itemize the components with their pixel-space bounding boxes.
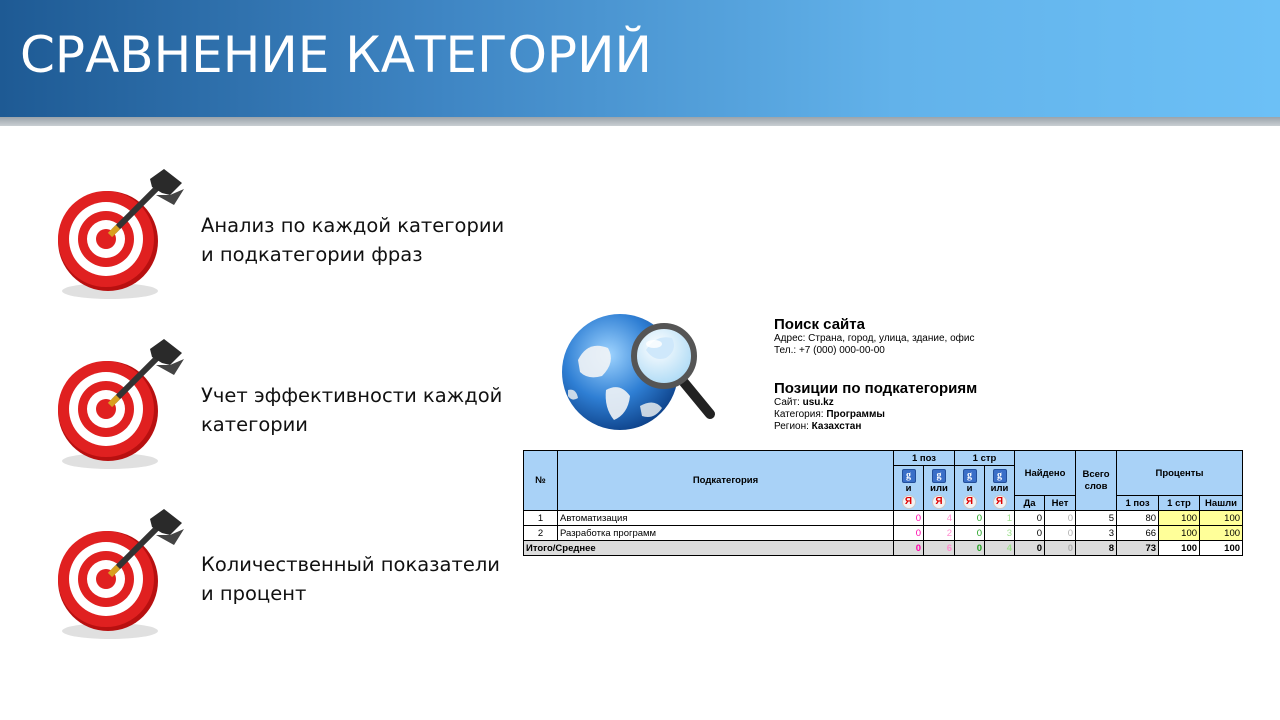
header-pct-pos1: 1 поз — [1117, 496, 1159, 511]
cell-subcategory: Разработка программ — [558, 526, 894, 541]
cell-no: 0 — [1045, 526, 1076, 541]
cell-total-label: Итого/Среднее — [524, 541, 894, 556]
globe-magnifier-icon — [558, 310, 720, 434]
google-icon: g — [932, 469, 946, 483]
header-page1-and — [955, 466, 985, 511]
cell-num: 1 — [524, 511, 558, 526]
cell-total: 3 — [1076, 526, 1117, 541]
region-line — [774, 421, 977, 433]
dart-target-icon — [52, 165, 192, 305]
op-and-label: и — [966, 482, 973, 494]
cell-page1-or: 4 — [985, 541, 1015, 556]
cell-total: 8 — [1076, 541, 1117, 556]
header-pos1-or — [924, 466, 955, 511]
table-total-row — [524, 541, 1243, 556]
header-yes: Да — [1015, 496, 1045, 511]
cell-pct-pos1: 73 — [1117, 541, 1159, 556]
cell-pct-found: 100 — [1200, 511, 1243, 526]
cell-pos1-and: 0 — [894, 526, 924, 541]
cell-pct-page1: 100 — [1159, 541, 1200, 556]
bullet-1-line-2: и подкатегории фраз — [201, 243, 423, 266]
bullet-2-line-2: категории — [201, 413, 308, 436]
site-line — [774, 397, 977, 409]
bullet-text-3 — [201, 550, 500, 608]
header-pos1: 1 поз — [894, 451, 955, 466]
header-divider — [0, 117, 1280, 126]
cell-subcategory: Автоматизация — [558, 511, 894, 526]
region-value: Казахстан — [811, 421, 862, 432]
cell-yes: 0 — [1015, 526, 1045, 541]
cell-pos1-or: 6 — [924, 541, 955, 556]
op-or-label: или — [930, 482, 948, 494]
cell-pos1-or: 4 — [924, 511, 955, 526]
site-label: Сайт: — [774, 397, 803, 408]
op-and-label: и — [905, 482, 912, 494]
bullet-3-line-2: и процент — [201, 582, 307, 605]
cell-pos1-and: 0 — [894, 511, 924, 526]
header-total-words: Всего слов — [1076, 451, 1117, 511]
search-title: Поиск сайта — [774, 316, 865, 333]
cell-pct-pos1: 66 — [1117, 526, 1159, 541]
region-label: Регион: — [774, 421, 812, 432]
cell-no: 0 — [1045, 511, 1076, 526]
cell-pct-pos1: 80 — [1117, 511, 1159, 526]
cell-pct-found: 100 — [1200, 541, 1243, 556]
category-line — [774, 409, 977, 421]
bullet-text-1 — [201, 211, 504, 269]
search-info — [774, 316, 974, 357]
cell-yes: 0 — [1015, 541, 1045, 556]
yandex-icon: Я — [902, 495, 916, 509]
header-page1: 1 стр — [955, 451, 1015, 466]
cell-pos1-and: 0 — [894, 541, 924, 556]
positions-table — [523, 450, 1243, 556]
header-num: № — [524, 451, 558, 511]
cell-pct-page1: 100 — [1159, 511, 1200, 526]
report-info — [774, 380, 977, 433]
cell-page1-or: 1 — [985, 511, 1015, 526]
bullet-3-line-1: Количественный показатели — [201, 553, 500, 576]
cell-total: 5 — [1076, 511, 1117, 526]
category-value: Программы — [826, 409, 885, 420]
yandex-icon: Я — [993, 495, 1007, 509]
cell-page1-and: 0 — [955, 526, 985, 541]
header-found: Найдено — [1015, 451, 1076, 496]
cell-num: 2 — [524, 526, 558, 541]
cell-page1-or: 3 — [985, 526, 1015, 541]
yandex-icon: Я — [963, 495, 977, 509]
phone-text: Тел.: +7 (000) 000-00-00 — [774, 345, 885, 356]
cell-pct-page1: 100 — [1159, 526, 1200, 541]
table-row — [524, 511, 1243, 526]
header-page1-or — [985, 466, 1015, 511]
op-or-label: или — [990, 482, 1009, 494]
slide-title: СРАВНЕНИЕ КАТЕГОРИЙ — [20, 26, 652, 84]
site-value: usu.kz — [802, 397, 834, 408]
google-icon: g — [993, 469, 1007, 483]
cell-yes: 0 — [1015, 511, 1045, 526]
address-text: Адрес: Страна, город, улица, здание, офис — [774, 333, 975, 344]
header-pct-page1: 1 стр — [1159, 496, 1200, 511]
google-icon: g — [963, 469, 977, 483]
google-icon: g — [902, 469, 916, 483]
cell-pos1-or: 2 — [924, 526, 955, 541]
header-no: Нет — [1045, 496, 1076, 511]
cell-page1-and: 0 — [955, 541, 985, 556]
bullet-2-line-1: Учет эффективности каждой — [201, 384, 503, 407]
cell-pct-found: 100 — [1200, 526, 1243, 541]
dart-target-icon — [52, 335, 192, 475]
category-label: Категория: — [774, 409, 827, 420]
bullet-text-2 — [201, 381, 502, 439]
dart-target-icon — [52, 505, 192, 645]
cell-page1-and: 0 — [955, 511, 985, 526]
bullet-1-line-1: Анализ по каждой категории — [201, 214, 505, 237]
header-pos1-and — [894, 466, 924, 511]
table-row — [524, 526, 1243, 541]
header-subcategory: Подкатегория — [558, 451, 894, 511]
report-title: Позиции по подкатегориям — [774, 380, 978, 397]
cell-no: 0 — [1045, 541, 1076, 556]
header-percents: Проценты — [1117, 451, 1243, 496]
yandex-icon: Я — [932, 495, 946, 509]
header-pct-found: Нашли — [1200, 496, 1243, 511]
